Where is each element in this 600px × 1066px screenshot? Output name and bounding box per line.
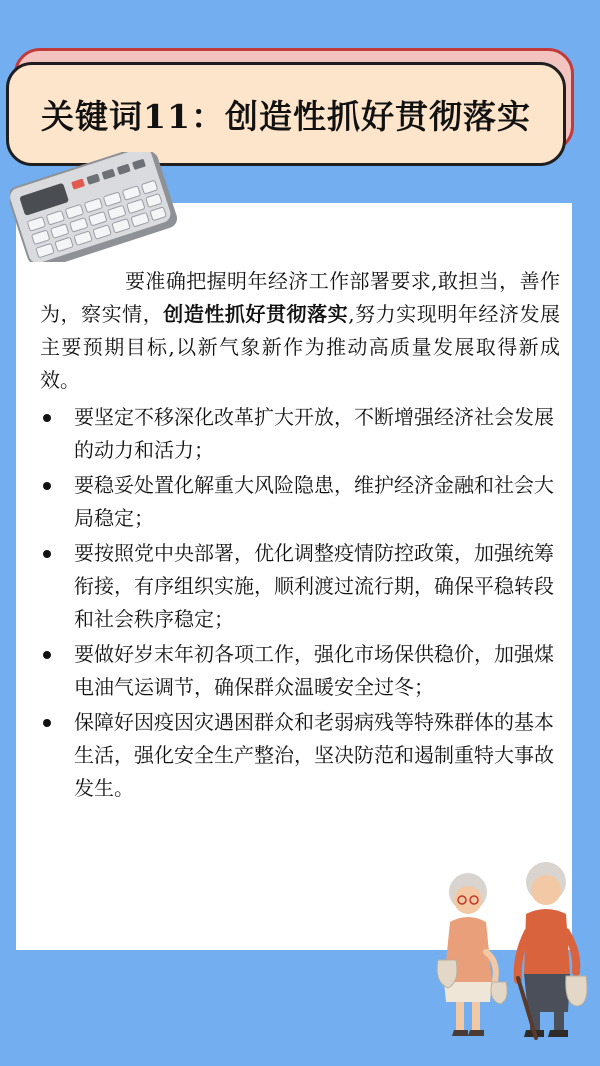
bullet-dot-icon: [43, 550, 51, 558]
main-content: [40, 265, 560, 807]
bullet-dot-icon: [43, 414, 51, 422]
page-title: 关键词11：创造性抓好贯彻落实: [41, 96, 531, 136]
bullet-dot-icon: [43, 651, 51, 659]
intro-paragraph: [40, 265, 560, 397]
list-item-text: 要稳妥处置化解重大风险隐患，维护经济金融和社会大局稳定；: [74, 473, 554, 530]
list-item-text: 要做好岁末年初各项工作，强化市场保供稳价，加强煤电油气运调节，确保群众温暖安全过冬；: [74, 642, 554, 699]
list-item: [40, 469, 560, 535]
list-item: [40, 638, 560, 704]
list-item: [40, 401, 560, 467]
list-item: [40, 537, 560, 636]
calculator-icon: [10, 152, 180, 262]
list-item: [40, 706, 560, 805]
intro-highlight: 创造性抓好贯彻落实: [163, 302, 349, 326]
bullet-dot-icon: [43, 482, 51, 490]
list-item-text: 要坚定不移深化改革扩大开放，不断增强经济社会发展的动力和活力；: [74, 405, 554, 462]
intro-text-2: ,努力实现明年经济发展主要预期目标,以新气象新作为推动高质量发展取得新成效。: [40, 302, 561, 392]
list-item-text: 保障好因疫因灾遇困群众和老弱病残等特殊群体的基本生活，强化安全生产整治，坚决防范和遏制重特大事故发生。: [74, 710, 554, 800]
list-item-text: 要按照党中央部署，优化调整疫情防控政策，加强统筹衔接，有序组织实施，顺利渡过流行期，确保平稳转段和社会秩序稳定；: [74, 541, 554, 631]
bullet-dot-icon: [43, 719, 51, 727]
bullet-list: [40, 401, 560, 805]
intro-text-1: 要准确把握明年经济工作部署要求,敢担当，善作为，察实情，: [40, 269, 560, 326]
title-banner: [6, 62, 566, 166]
elderly-couple-illustration: [428, 852, 588, 1042]
